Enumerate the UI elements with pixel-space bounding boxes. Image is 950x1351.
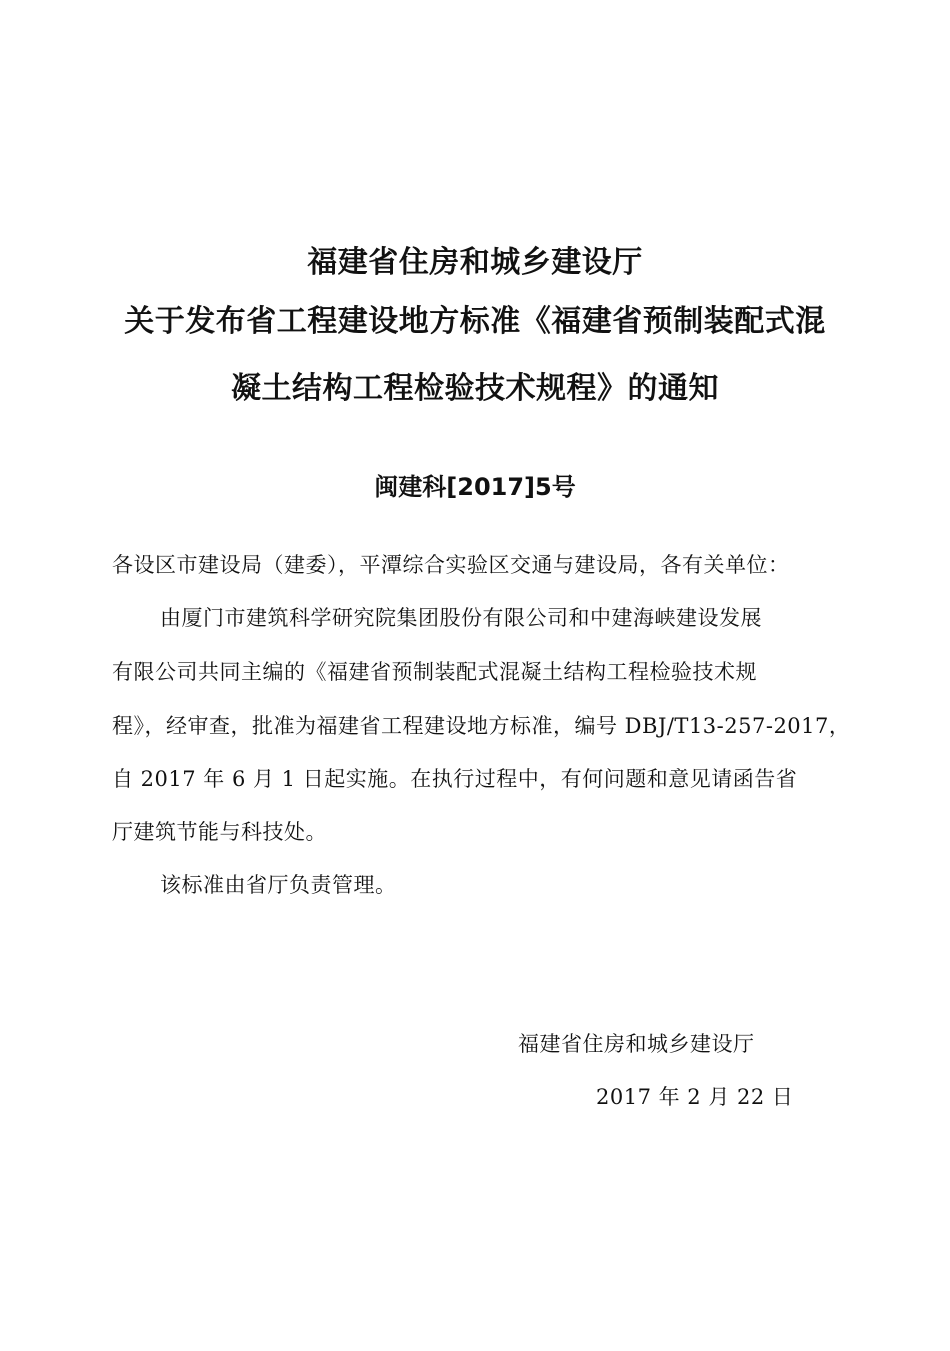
signature: 福建省住房和城乡建设厅 (518, 1032, 755, 1056)
title-line-2: 关于发布省工程建设地方标准《福建省预制装配式混 (124, 304, 826, 339)
closing-line: 该标准由省厅负责管理。 (160, 873, 397, 897)
paragraph-line-4: 自 2017 年 6 月 1 日起实施。在执行过程中，有何问题和意见请函告省 (112, 767, 798, 791)
paragraph-line-1: 由厦门市建筑科学研究院集团股份有限公司和中建海峡建设发展 (160, 606, 762, 630)
title-line-3: 凝土结构工程检验技术规程》的通知 (231, 371, 719, 406)
document-number: 闽建科[2017]5号 (374, 473, 576, 501)
paragraph-line-2: 有限公司共同主编的《福建省预制装配式混凝土结构工程检验技术规 (112, 660, 757, 684)
issue-date: 2017 年 2 月 22 日 (596, 1085, 794, 1109)
paragraph-line-3: 程》，经审查，批准为福建省工程建设地方标准，编号 DBJ/T13-257-2017， (112, 714, 851, 738)
title-line-1: 福建省住房和城乡建设厅 (307, 245, 643, 280)
paragraph-line-5: 厅建筑节能与科技处。 (112, 820, 327, 844)
salutation: 各设区市建设局（建委），平潭综合实验区交通与建设局，各有关单位： (112, 553, 790, 577)
